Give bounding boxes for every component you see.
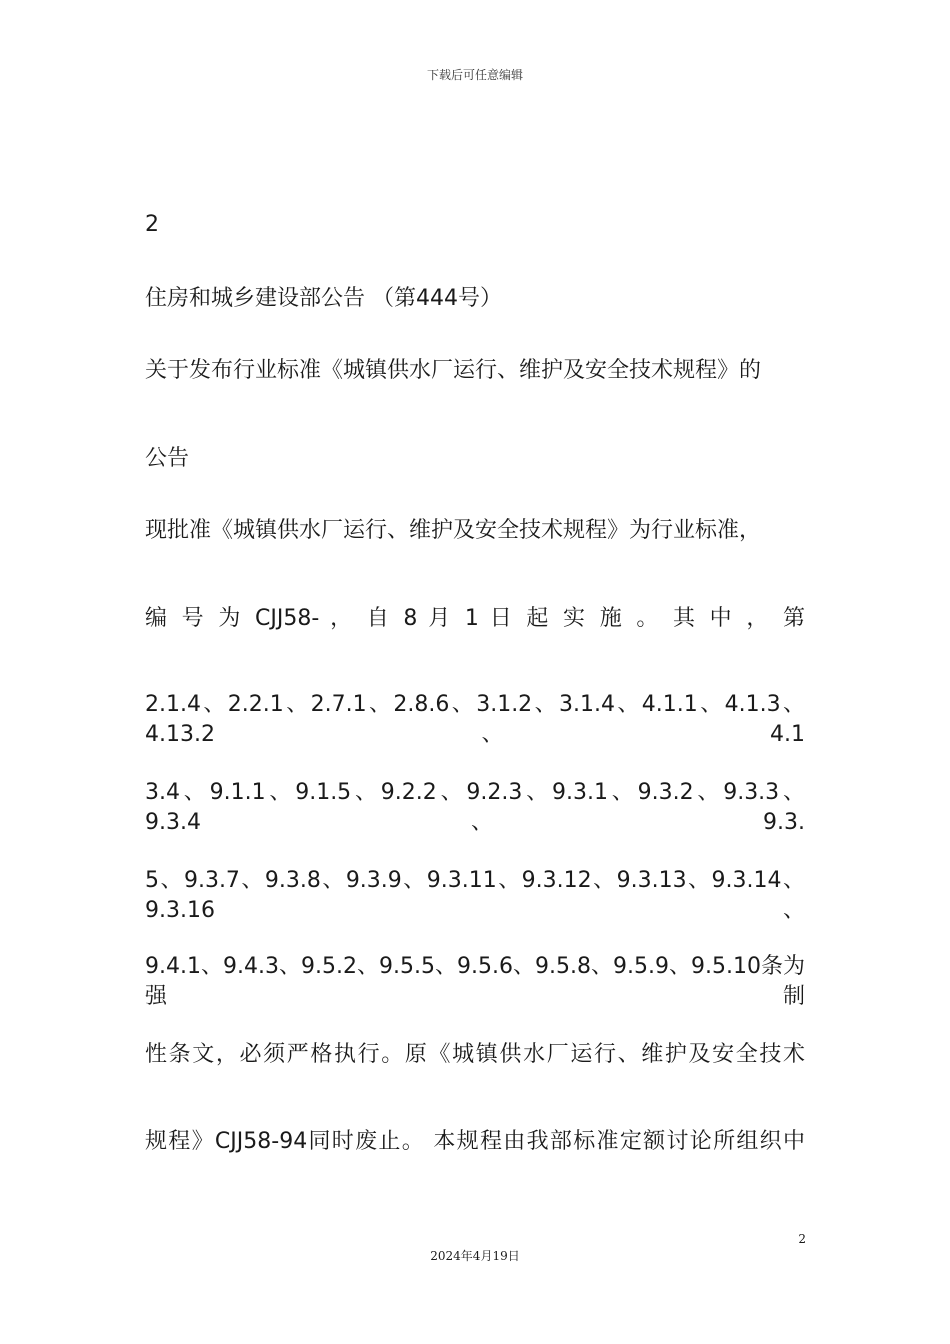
paragraph-line: 3.4、9.1.1、9.1.5、9.2.2、9.2.3、9.3.1、9.3.2、9.3.3、9.3.4、9.3. bbox=[145, 780, 805, 835]
paragraph-line: 5、9.3.7、9.3.8、9.3.9、9.3.11、9.3.12、9.3.13、9.3.14、9.3.16、 bbox=[145, 868, 805, 923]
paragraph-line: 现批准《城镇供水厂运行、维护及安全技术规程》为行业标准， bbox=[145, 518, 762, 543]
section-number: 2 bbox=[145, 212, 159, 237]
page-number: 2 bbox=[798, 1232, 806, 1246]
subject-line-1: 关于发布行业标准《城镇供水厂运行、维护及安全技术规程》的 bbox=[145, 358, 762, 383]
paragraph-line: 编 号 为 CJJ58- ， 自 8 月 1 日 起 实 施 。 其 中 ， 第 bbox=[145, 606, 805, 631]
page-header-note: 下载后可任意编辑 bbox=[426, 68, 523, 82]
paragraph-line: 规程》CJJ58-94同时废止。 本规程由我部标准定额讨论所组织中 bbox=[145, 1129, 805, 1154]
paragraph-line: 性条文，必须严格执行。原《城镇供水厂运行、维护及安全技术 bbox=[145, 1042, 805, 1067]
paragraph-line: 9.4.1、9.4.3、9.5.2、9.5.5、9.5.6、9.5.8、9.5.9、9.5.10条为强制 bbox=[145, 954, 805, 1009]
footer-date: 2024年4月19日 bbox=[430, 1249, 520, 1263]
paragraph-line: 2.1.4、2.2.1、2.7.1、2.8.6、3.1.2、3.1.4、4.1.1、4.1.3、4.13.2、4.1 bbox=[145, 692, 805, 747]
subject-line-2: 公告 bbox=[145, 446, 190, 471]
announcement-title: 住房和城乡建设部公告 （第444号） bbox=[145, 286, 502, 311]
